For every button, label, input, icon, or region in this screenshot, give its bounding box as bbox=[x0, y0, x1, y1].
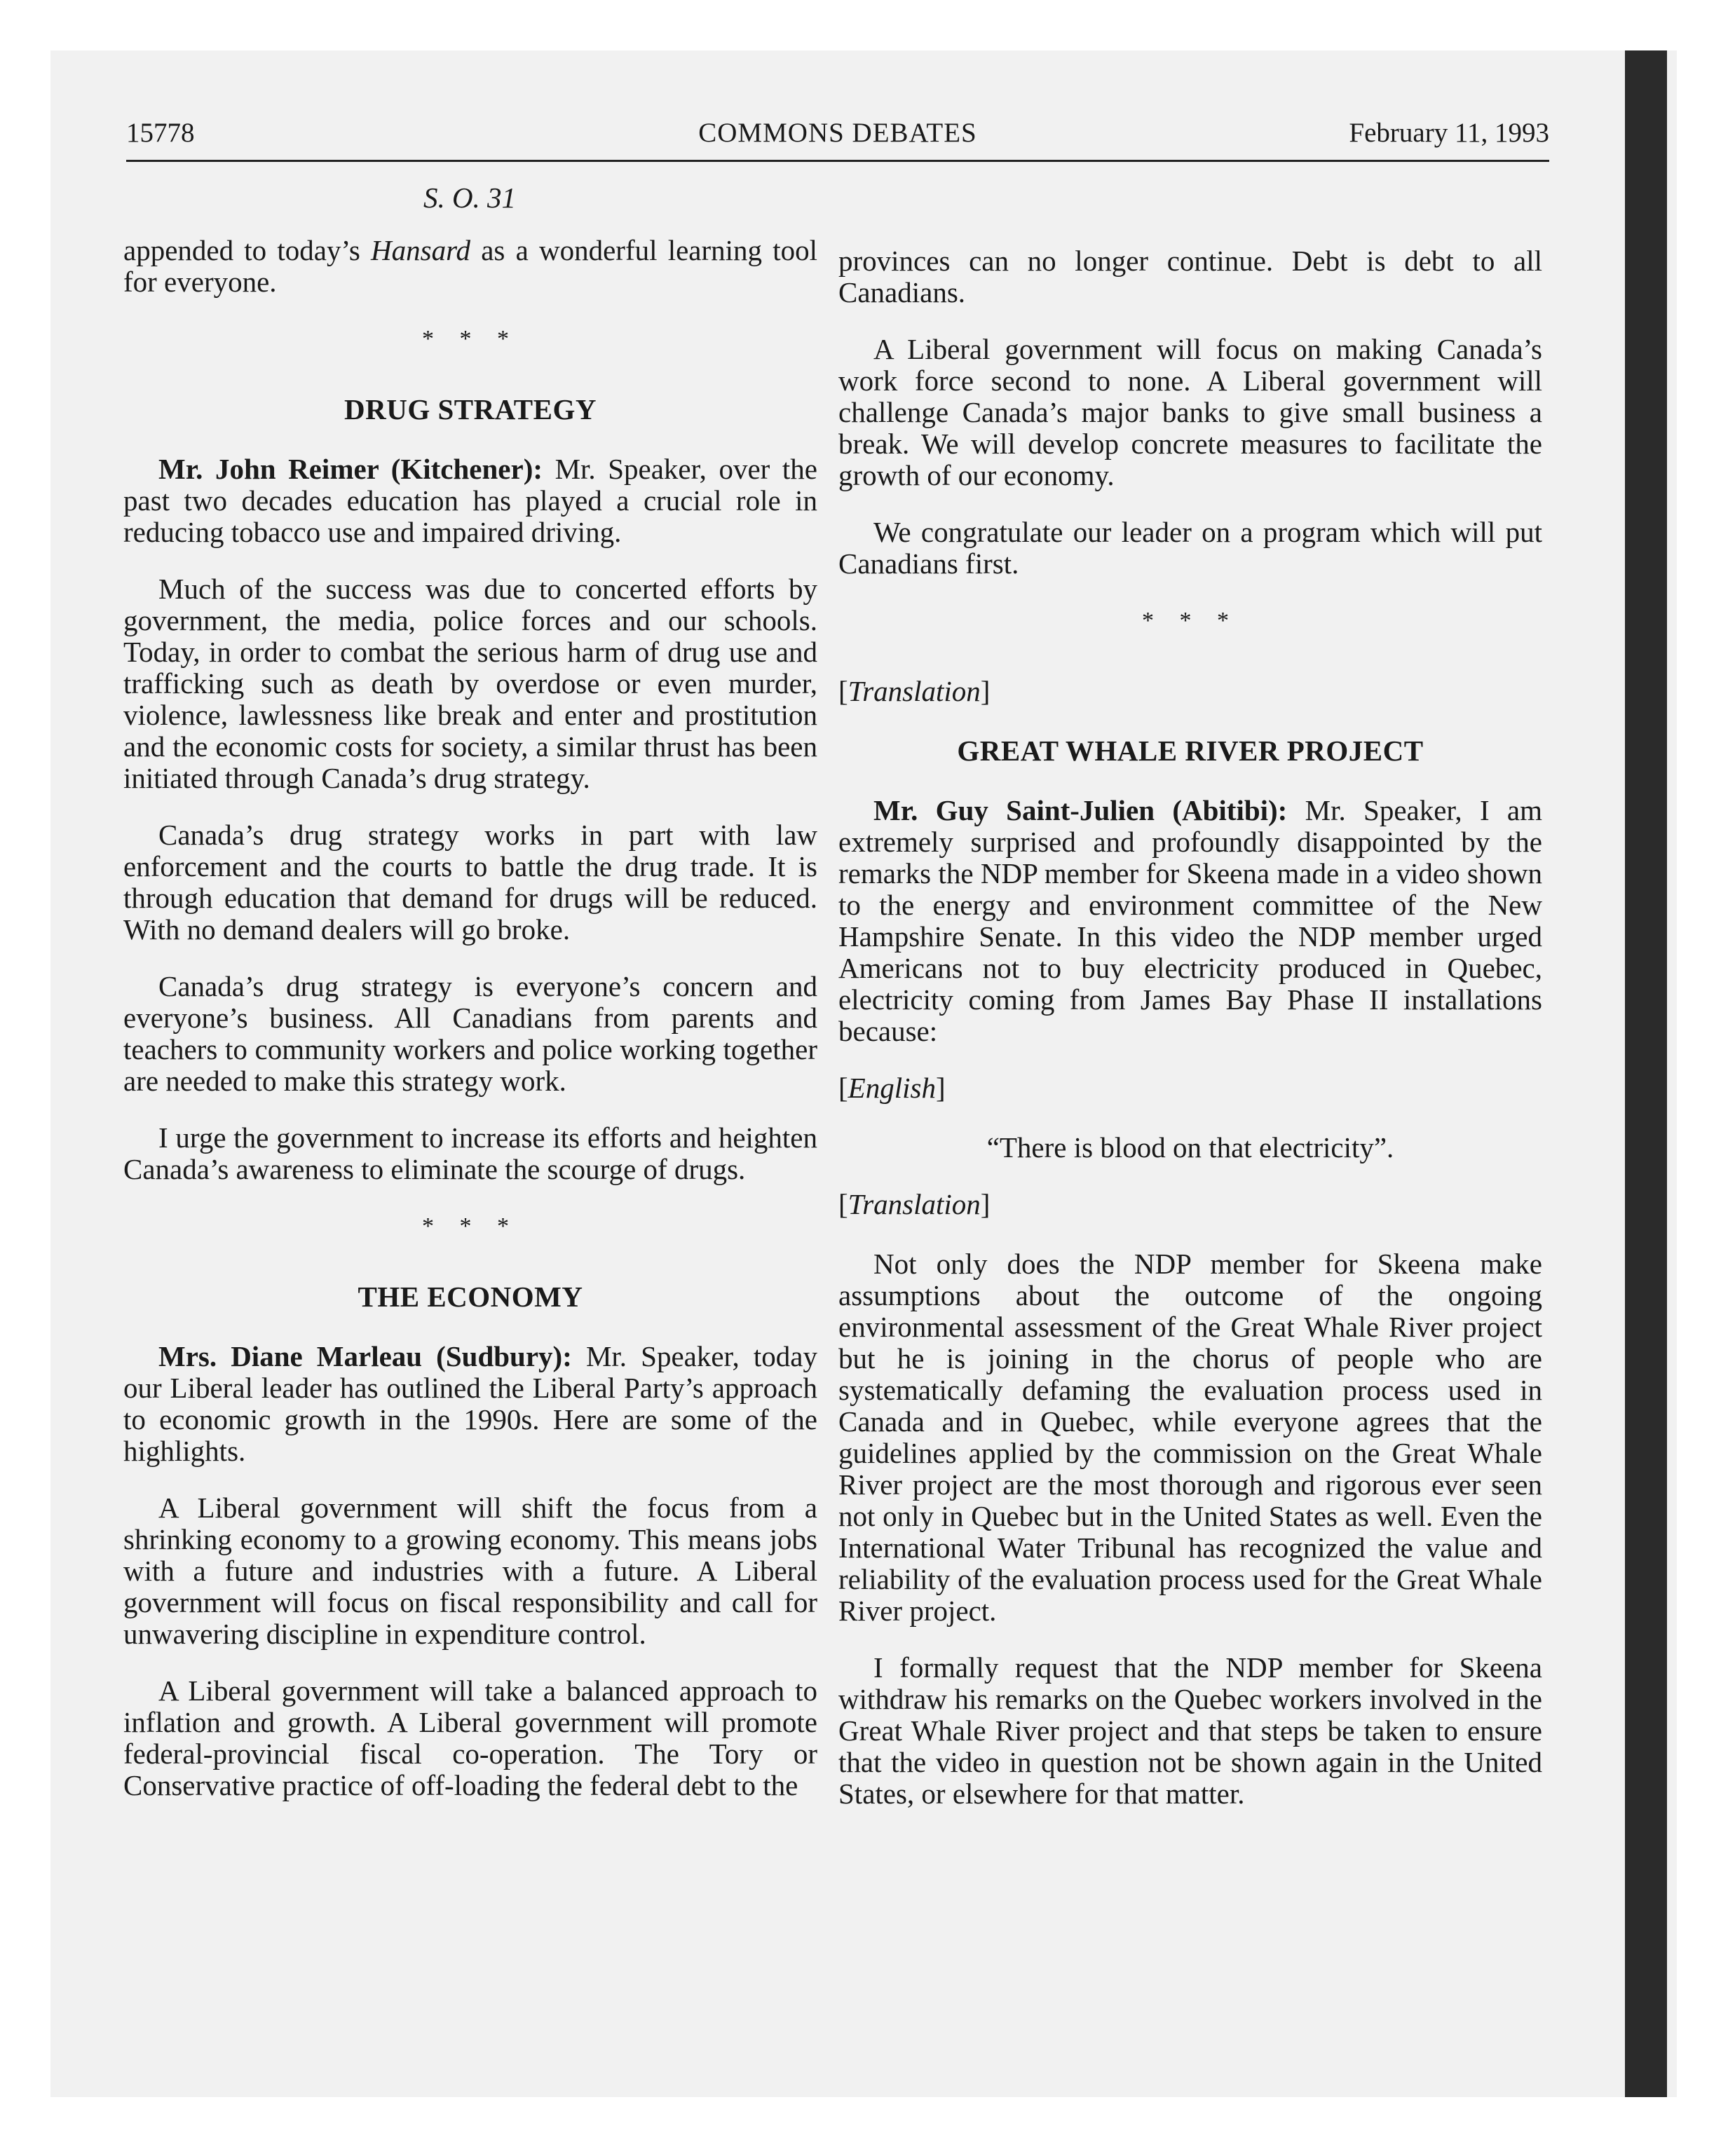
statement-paragraph: A Liberal government will take a balanced approach to inflation and growth. A Liberal government will promote federal-provincial fiscal co-operation. The Tory or Conservative practice of off-loading the federal debt to the bbox=[123, 1674, 817, 1801]
speaker-name: Mr. John Reimer (Kitchener): bbox=[158, 453, 543, 485]
statement-paragraph bbox=[123, 1341, 817, 1467]
tag-text: Translation bbox=[848, 1188, 981, 1220]
statement-paragraph: Much of the success was due to concerted efforts by government, the media, police forces and our schools. Today, in order to combat the serious harm of drug use and trafficking such as death by overdose or even murder, violence, lawlessness like break and enter and prostitution and the economic costs for society, a similar thrust has been initiated through Canada’s drug strategy. bbox=[123, 573, 817, 794]
translation-tag: [Translation] bbox=[838, 675, 991, 707]
paragraph-text: appended to today’s bbox=[123, 234, 372, 266]
statement-paragraph bbox=[838, 795, 1542, 1047]
statement-paragraph: Canada’s drug strategy works in part with law enforcement and the courts to battle the drug trade. It is through education that demand for drugs will be reduced. With no demand dealers will go broke. bbox=[123, 819, 817, 946]
page-date: February 11, 1993 bbox=[1349, 118, 1549, 148]
tag-text: Translation bbox=[848, 675, 981, 707]
hansard-italic: Hansard bbox=[371, 234, 471, 266]
paragraph-text: Mr. Speaker, I am extremely surprised and profoundly disappointed by the remarks the NDP member for Skeena made in a video shown to the energy and environment committee of the New Hampshire Senate. In this video the NDP member urged Americans not to buy electricity produced in Quebec, electricity coming from James Bay Phase II installations because: bbox=[838, 794, 1543, 1047]
statement-paragraph: I urge the government to increase its efforts and heighten Canada’s awareness to eliminate the scourge of drugs. bbox=[123, 1121, 817, 1185]
left-column bbox=[123, 235, 817, 1827]
speaker-name: Mr. Guy Saint-Julien (Abitibi): bbox=[873, 794, 1288, 826]
translation-tag: [Translation] bbox=[838, 1188, 991, 1220]
page-edge-shadow bbox=[1625, 50, 1667, 2097]
statement-paragraph: We congratulate our leader on a program which will put Canadians first. bbox=[838, 516, 1542, 580]
paragraph-text: as a wonderful learning tool for everyone. bbox=[123, 234, 818, 298]
heading-the-economy: THE ECONOMY bbox=[358, 1281, 583, 1313]
heading-great-whale-river-project: GREAT WHALE RIVER PROJECT bbox=[957, 735, 1424, 767]
page-header bbox=[126, 105, 1549, 154]
speaker-name: Mrs. Diane Marleau (Sudbury): bbox=[158, 1340, 572, 1372]
continued-paragraph bbox=[123, 235, 817, 298]
quoted-remark: “There is blood on that electricity”. bbox=[986, 1131, 1394, 1164]
page-number: 15778 bbox=[126, 118, 195, 148]
english-tag: [English] bbox=[838, 1072, 946, 1104]
statement-paragraph: Canada’s drug strategy is everyone’s concern and everyone’s business. All Canadians from parents and teachers to community workers and police working together are needed to make this strategy work. bbox=[123, 970, 817, 1097]
section-marker: S. O. 31 bbox=[423, 182, 517, 214]
right-column bbox=[838, 245, 1542, 1835]
publication-title: COMMONS DEBATES bbox=[698, 118, 977, 148]
statement-paragraph: A Liberal government will focus on making Canada’s work force second to none. A Liberal government will challenge Canada’s major banks to give small business a break. We will develop concrete measures to facilitate the growth of our economy. bbox=[838, 333, 1542, 491]
header-rule bbox=[126, 160, 1549, 162]
section-separator: * * * bbox=[422, 1213, 519, 1239]
statement-paragraph bbox=[123, 453, 817, 548]
statement-paragraph: Not only does the NDP member for Skeena make assumptions about the outcome of the ongoing environmental assessment of the Great Whale River project but he is joining in the chorus of people who are systematically defaming the evaluation process used in Canada and in Quebec, while everyone agrees that the guidelines applied by the commission on the Great Whale River project are the most thorough and rigorous ever seen not only in Quebec but in the United States as well. Even the International Water Tribunal has recognized the value and reliability of the evaluation process used for the Great Whale River project. bbox=[838, 1248, 1542, 1627]
section-separator: * * * bbox=[1142, 608, 1239, 634]
section-separator: * * * bbox=[422, 326, 519, 352]
continued-paragraph: provinces can no longer continue. Debt is debt to all Canadians. bbox=[838, 245, 1542, 308]
heading-drug-strategy: DRUG STRATEGY bbox=[344, 393, 597, 425]
tag-text: English bbox=[848, 1072, 936, 1104]
statement-paragraph: A Liberal government will shift the focus from a shrinking economy to a growing economy. This means jobs with a future and industries with a future. A Liberal government will focus on fiscal responsibility and call for unwavering discipline in expenditure control. bbox=[123, 1492, 817, 1650]
paragraph-text: Mr. Speaker, over the past two decades education has played a crucial role in reducing tobacco use and impaired driving. bbox=[123, 453, 817, 548]
paragraph-text: Mr. Speaker, today our Liberal leader has outlined the Liberal Party’s approach to economic growth in the 1990s. Here are some of the highlights. bbox=[123, 1340, 817, 1467]
statement-paragraph: I formally request that the NDP member for Skeena withdraw his remarks on the Quebec workers involved in the Great Whale River project and that steps be taken to ensure that the video in question not be shown again in the United States, or elsewhere for that matter. bbox=[838, 1651, 1542, 1810]
